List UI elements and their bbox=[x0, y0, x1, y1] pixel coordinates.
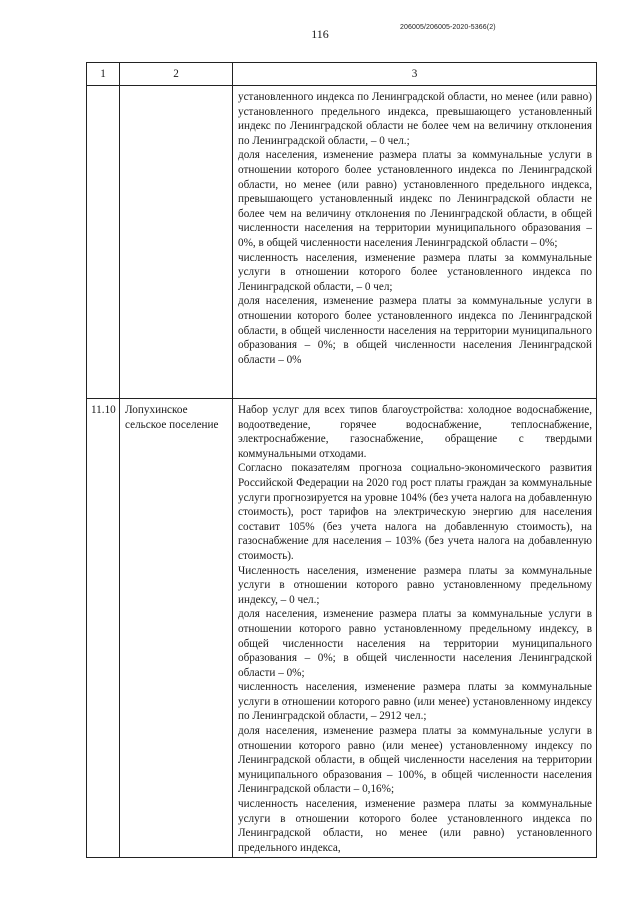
municipality-cell bbox=[120, 86, 233, 399]
column-header-1: 1 bbox=[87, 63, 120, 86]
column-header-2: 2 bbox=[120, 63, 233, 86]
row-number-cell bbox=[87, 86, 120, 399]
paragraph: установленного индекса по Ленинградской области, но менее (или равно) установленного предельного индекса, превышающего установленный индекс по Ленинградской области не более чем на величину отклонения по Ленинградской области, – 0 чел.; bbox=[238, 91, 592, 147]
document-table bbox=[86, 62, 597, 858]
paragraph: доля населения, изменение размера платы за коммунальные услуги в отношении которого равно (или менее) установленному индексу по Ленинградской области, в общей численности населения на территории муниципального образования – 100%, в общей численности населения Ленинградской области – 0,16%; bbox=[238, 725, 592, 796]
document-id: 206005/206005-2020-5366(2) bbox=[400, 24, 496, 31]
description-cell bbox=[233, 86, 597, 399]
column-header-3: 3 bbox=[233, 63, 597, 86]
description-cell bbox=[233, 399, 597, 858]
paragraph: численность населения, изменение размера платы за коммунальные услуги в отношении которого равно (или менее) установленному индексу по Ленинградской области, – 2912 чел.; bbox=[238, 681, 592, 723]
municipality-cell bbox=[120, 399, 233, 858]
paragraph: доля населения, изменение размера платы за коммунальные услуги в отношении которого равно установленному предельному индексу, в общей численности населения на территории муниципального образования – 0%; в общей численности населения Ленинградской области – 0%; bbox=[238, 608, 592, 679]
table-row bbox=[87, 86, 597, 399]
paragraph: численность населения, изменение размера платы за коммунальные услуги в отношении которого более установленного индекса по Ленинградской области, – 0 чел; bbox=[238, 251, 592, 293]
paragraph: численность населения, изменение размера платы за коммунальные услуги в отношении которого более установленного индекса по Ленинградской области, но менее (или равно) установленного предельного индекса, bbox=[238, 798, 592, 854]
table-row bbox=[87, 399, 597, 858]
paragraph: доля населения, изменение размера платы за коммунальные услуги в отношении которого более установленного индекса по Ленинградской области, но менее (или равно) установленного предельного индекса, превышающего установленный индекс по Ленинградской области не более чем на величину отклонения по Ленинградской области, в общей численности населения на территории муниципального образования – 0%, в общей численности населения Ленинградской области – 0%; bbox=[238, 149, 592, 249]
table-header-row bbox=[87, 63, 597, 86]
municipality-name bbox=[120, 86, 232, 90]
paragraph: Численность населения, изменение размера платы за коммунальные услуги в отношении которого равно установленному предельному индексу, – 0 чел.; bbox=[238, 564, 592, 606]
municipality-name: Лопухинское сельское поселение bbox=[125, 404, 219, 431]
page-number: 116 bbox=[311, 27, 329, 41]
row-number bbox=[87, 86, 119, 90]
row-number: 11.10 bbox=[91, 404, 116, 416]
paragraph: доля населения, изменение размера платы за коммунальные услуги в отношении которого более установленного индекса по Ленинградской области, в общей численности населения на территории муниципального образования – 0%; в общей численности населения Ленинградской области – 0% bbox=[238, 295, 592, 366]
paragraph: Согласно показателям прогноза социально-экономического развития Российской Федерации на 2020 год рост платы граждан за коммунальные услуги прогнозируется на уровне 104% (без учета налога на добавленную стоимость), рост тарифов на электрическую энергию для населения составит 105% (без учета налога на добавленную стоимость), на газоснабжение для населения – 103% (без учета налога на добавленную стоимость). bbox=[238, 462, 592, 562]
paragraph: Набор услуг для всех типов благоустройства: холодное водоснабжение, водоотведение, горячее водоснабжение, теплоснабжение, электроснабжение, газоснабжение, обращение с твердыми коммунальными отходами. bbox=[238, 404, 592, 460]
row-number-cell bbox=[87, 399, 120, 858]
